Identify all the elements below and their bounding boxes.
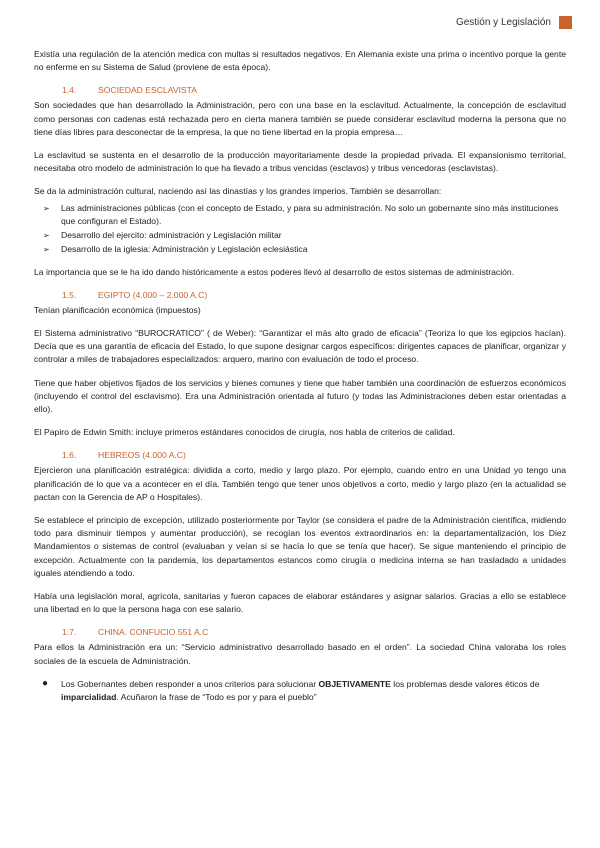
list-item: ● Los Gobernantes deben responder a unos criterios para solucionar OBJETIVAMENTE los problemas desde valores éticos de imparcialidad. Acuñaron la frase de “Todo es por y para el pueblo” xyxy=(42,677,540,702)
section-heading-1-7 xyxy=(62,626,566,639)
bullet-dot-icon: ● xyxy=(42,677,49,689)
paragraph: Se da la administración cultural, naciendo así las dinastías y los grandes imperios. También se desarrollan: xyxy=(34,186,442,197)
paragraph: Tenían planificación económica (impuestos) xyxy=(34,304,201,315)
list-item: ➢ Desarrollo del ejercito: administración y Legislación militar xyxy=(43,229,282,240)
section-number: 1.5. xyxy=(62,289,77,300)
page-header xyxy=(456,16,572,29)
section-number: 1.7. xyxy=(62,627,77,638)
section-number: 1.6. xyxy=(62,450,77,461)
header-title: Gestión y Legislación xyxy=(455,17,551,28)
section-title: EGIPTO (4.000 – 2.000 A.C) xyxy=(98,289,208,300)
arrow-bullet-icon: ➢ xyxy=(43,203,50,213)
section-heading-1-5 xyxy=(62,289,566,302)
section-title: CHINA. CONFUCIO 551 A.C xyxy=(98,627,209,638)
paragraph: Había una legislación moral, agrícola, sanitarias y fueron capaces de elaborar estándares y asignar salarios. Gracias a ello se establece una libertad en lo que la persona haga con ese salario. xyxy=(34,591,566,615)
paragraph: Son sociedades que han desarrollado la Administración, pero con una base en la esclavitud. Actualmente, la concepción de esclavitud como personas con cadenas está rechazada pero en cierta manera también se puede considerar esclavitud moderna la persona que no tiene días libres para desconectar de la empresa, la que no tiene libertad en la propia empresa… xyxy=(34,100,566,137)
paragraph: La importancia que se le ha ido dando históricamente a estos poderes llevó al desarrollo de estos sistemas de administración. xyxy=(34,266,515,277)
paragraph: Existía una regulación de la atención medica con multas si resultados negativos. En Alemania existe una prima o incentivo porque la gente no enferme en su Sistema de Salud (proviene de esta época). xyxy=(34,49,566,73)
paragraph: Se establece el principio de excepción, utilizado posteriormente por Taylor (se considera el padre de la Administración científica, midiendo todo para disminuir tiempos y aumentar producción), se recogían los eventos extraordinarios en: la departamentalización, los Diez Mandamientos o sistemas de control (evaluaban y veían si se hacía lo que se tenía que hacer). Se sigue manteniendo el principio de excepción. Actualmente con la pandemia, los departamentos estancos como cirugía o medicina interna se han trasladado a unidades iguales atendiendo a todo. xyxy=(34,515,566,578)
arrow-bullet-icon: ➢ xyxy=(43,230,50,240)
arrow-list xyxy=(34,202,566,256)
paragraph: La esclavitud se sustenta en el desarrollo de la producción mayoritariamente desde la propiedad privada. El expansionismo territorial, necesitaba otro modelo de administración lo que ha llevado a tribus vencidas (esclavos) y tribus vencedoras (esclavistas). xyxy=(34,150,566,174)
section-heading-1-4 xyxy=(62,84,566,97)
dot-list xyxy=(34,678,566,704)
paragraph: El Papiro de Edwin Smith: incluye primeros estándares conocidos de cirugía, nos habla de criterios de calidad. xyxy=(34,427,455,438)
paragraph: Para ellos la Administración era un: “Servicio administrativo desarrollado basado en el orden”. La sociedad China valoraba los roles sociales de la escuela de Administración. xyxy=(34,642,566,666)
paragraph: Ejercieron una planificación estratégica: dividida a corto, medio y largo plazo. Por ejemplo, cuando entro en una Unidad yo tengo una planificación de lo que va a acontecer en el día. También tengo que tener unos objetivos a corto, medio y largo plazo (en la actualidad se pactan con la Gerencia de AP o Hospitales). xyxy=(34,465,566,502)
list-item: ➢ Las administraciones públicas (con el concepto de Estado, y para su administración. No solo un gobernante sino más instituciones que configuran el Estado). xyxy=(43,202,559,226)
section-heading-1-6 xyxy=(62,449,566,462)
header-accent-square xyxy=(559,16,572,29)
page-content xyxy=(34,48,566,714)
arrow-bullet-icon: ➢ xyxy=(43,244,50,254)
paragraph: Tiene que haber objetivos fijados de los servicios y bienes comunes y tiene que haber también una coordinación de esfuerzos económicos (incluyendo el control del esclavismo). Era una Administración orientada al futuro (y todas las Administraciones deben estar orientadas a ello). xyxy=(34,377,566,415)
section-title: SOCIEDAD ESCLAVISTA xyxy=(98,85,198,96)
section-title: HEBREOS (4.000 A.C) xyxy=(98,450,186,461)
section-number: 1.4. xyxy=(62,85,77,96)
list-item: ➢ Desarrollo de la iglesia: Administración y Legislación eclesiástica xyxy=(43,243,308,254)
paragraph: El Sistema administrativo “BUROCRATICO” ( de Weber): “Garantizar el más alto grado de eficacia” (Teoriza lo que los egipcios hacían). Decía que es una garantía de eficacia del Estado, lo que supone designar cargos específicos: dirigentes capaces de planificar, organizar y controlar a miles de trabajadores especializados: arquero, marino con evaluación de todo el proceso. xyxy=(34,328,566,365)
